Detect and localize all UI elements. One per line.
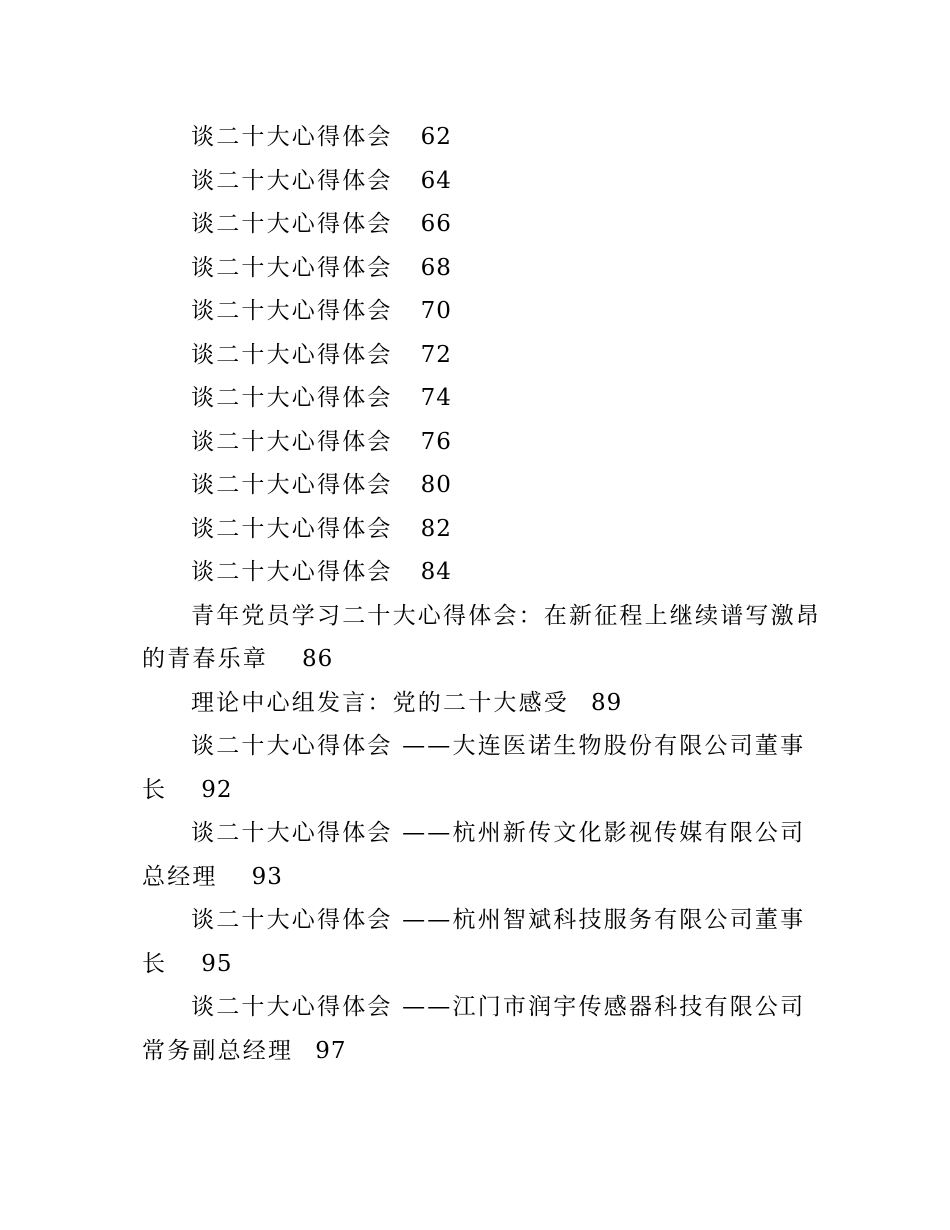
toc-page-number: 84 [420, 559, 452, 585]
toc-entry-company[interactable] [142, 725, 822, 812]
toc-entry-title-line1: 青年党员学习二十大心得体会：在新征程上继续谱写激昂 [191, 602, 821, 629]
toc-entry-title: 谈二十大心得体会 [191, 211, 393, 237]
toc-entry-title: 理论中心组发言：党的二十大感受 [191, 689, 569, 716]
toc-entry-title: 谈二十大心得体会 [191, 515, 393, 542]
toc-page-number: 72 [420, 341, 452, 368]
table-of-contents [142, 116, 822, 1073]
toc-entry-title-line2 [142, 638, 822, 682]
toc-entry-title-line1: 谈二十大心得体会 ——江门市润宇传感器科技有限公司 [191, 994, 806, 1020]
toc-page-number: 86 [302, 646, 334, 672]
toc-entry-title-line2 [142, 943, 822, 987]
toc-entry[interactable] [142, 203, 822, 247]
toc-entry-title: 谈二十大心得体会 [191, 385, 393, 411]
toc-entry-title-line1: 谈二十大心得体会 ——杭州智斌科技服务有限公司董事 [191, 907, 806, 933]
toc-entry[interactable] [142, 290, 822, 334]
toc-page-number: 74 [420, 385, 452, 411]
toc-entry-title: 谈二十大心得体会 [191, 124, 393, 150]
toc-page-number: 93 [251, 863, 283, 890]
toc-entry[interactable] [142, 247, 822, 291]
toc-entry[interactable] [142, 334, 822, 378]
toc-page-number: 76 [420, 428, 452, 455]
toc-entry[interactable] [142, 160, 822, 204]
toc-page-number: 82 [420, 515, 452, 542]
toc-entry-title-line2 [142, 769, 822, 813]
toc-entry-title: 谈二十大心得体会 [191, 298, 393, 324]
toc-entry[interactable] [142, 508, 822, 552]
toc-page-number: 70 [420, 298, 452, 324]
toc-entry-title-cont: 的青春乐章 [142, 646, 268, 672]
toc-entry-title: 谈二十大心得体会 [191, 472, 393, 498]
toc-entry-title-line1: 谈二十大心得体会 ——大连医诺生物股份有限公司董事 [191, 733, 806, 759]
toc-entry[interactable] [142, 377, 822, 421]
toc-page-number: 80 [420, 472, 452, 498]
toc-page-number: 95 [201, 950, 233, 977]
toc-entry[interactable] [142, 464, 822, 508]
toc-entry-title: 谈二十大心得体会 [191, 428, 393, 455]
toc-entry-title-line1: 谈二十大心得体会 ——杭州新传文化影视传媒有限公司 [191, 820, 806, 846]
toc-entry-company[interactable] [142, 986, 822, 1073]
toc-page-number: 66 [420, 211, 452, 237]
toc-entry-title-cont: 常务副总经理 [142, 1037, 294, 1064]
toc-entry-title: 谈二十大心得体会 [191, 254, 393, 281]
toc-entry[interactable] [142, 421, 822, 465]
toc-page-number: 68 [420, 254, 452, 281]
toc-entry-youth[interactable] [142, 595, 822, 682]
toc-entry-title-cont: 长 [142, 776, 168, 803]
toc-entry-company[interactable] [142, 899, 822, 986]
toc-page-number: 89 [591, 689, 623, 716]
toc-entry-title-line2 [142, 1030, 822, 1074]
toc-entry-title: 谈二十大心得体会 [191, 341, 393, 368]
toc-entry-title: 谈二十大心得体会 [191, 167, 393, 194]
toc-page-number: 62 [420, 124, 452, 150]
toc-entry-title-line2 [142, 856, 822, 900]
toc-entry-company[interactable] [142, 812, 822, 899]
toc-page-number: 64 [420, 167, 452, 194]
toc-page-number: 97 [315, 1037, 347, 1064]
toc-entry-title: 谈二十大心得体会 [191, 559, 393, 585]
toc-entry-theory[interactable] [142, 682, 822, 726]
toc-entry[interactable] [142, 551, 822, 595]
toc-entry-title-cont: 总经理 [142, 863, 218, 890]
toc-page-number: 92 [201, 776, 233, 803]
toc-entry[interactable] [142, 116, 822, 160]
toc-entry-title-cont: 长 [142, 950, 168, 977]
